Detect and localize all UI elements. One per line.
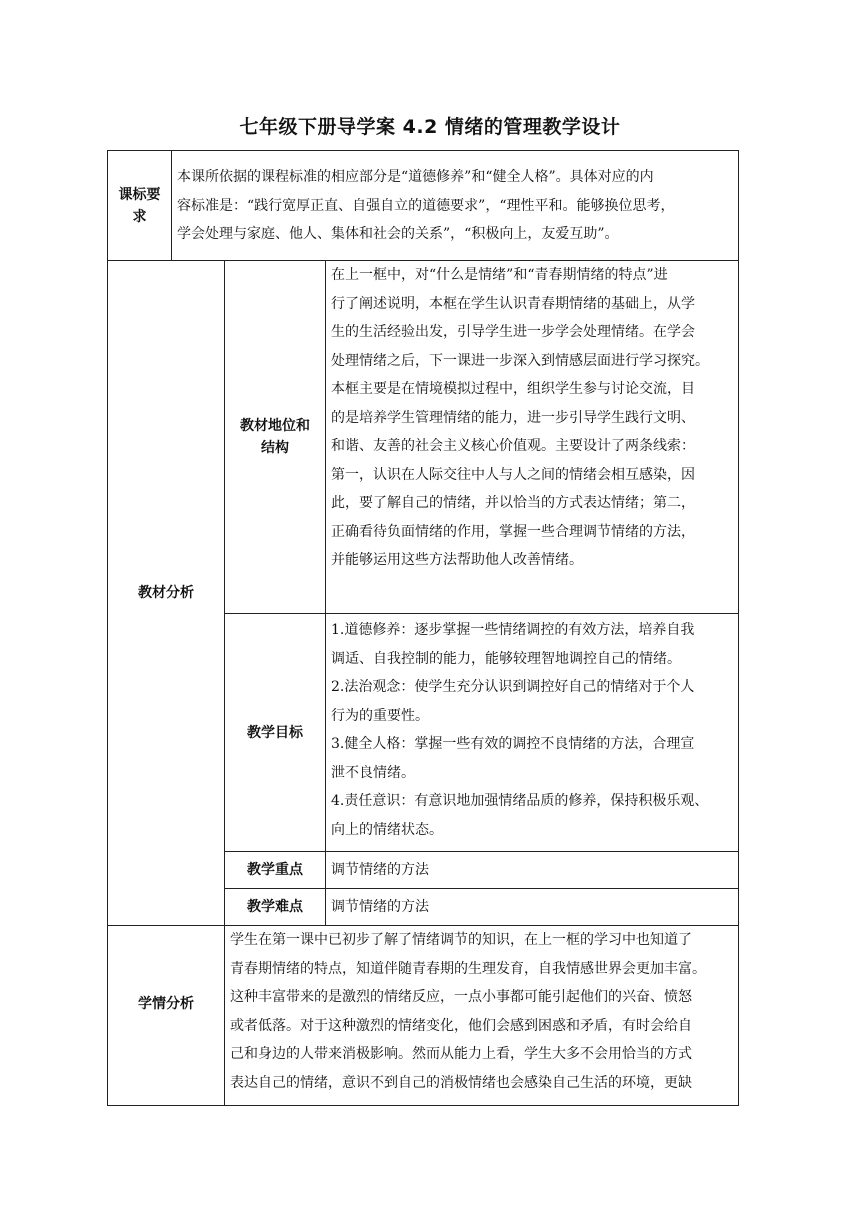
difficulty-value: 调节情绪的方法 — [331, 898, 429, 915]
text-line: 第一，认识在人际交往中人与人之间的情绪会相互感染，因 — [331, 466, 695, 483]
key-point-label-cell — [225, 852, 326, 889]
text-line: 容标准是：“践行宽厚正直、自强自立的道德要求”，“理性平和。能够换位思考， — [177, 197, 675, 214]
text-line: 或者低落。对于这种激烈的情绪变化，他们会感到困惑和矛盾，有时会给自 — [230, 1017, 692, 1034]
text-line: 调适、自我控制的能力，能够较理智地调控自己的情绪。 — [331, 650, 681, 667]
curriculum-label: 课标要求 — [118, 186, 161, 225]
text-line: 青春期情绪的特点，知道伴随青春期的生理发育，自我情感世界会更加丰富。 — [230, 960, 706, 977]
text-line: 的是培养学生管理情绪的能力，进一步引导学生践行文明、 — [331, 409, 695, 426]
text-line: 这种丰富带来的是激烈的情绪反应，一点小事都可能引起他们的兴奋、愤怒 — [230, 989, 692, 1005]
text-line: 学会处理与家庭、他人、集体和社会的关系”，“积极向上，友爱互助”。 — [177, 226, 619, 242]
difficulty-content-cell — [326, 889, 739, 926]
text-line: 4.责任意识：有意识地加强情绪品质的修养，保持积极乐观、 — [331, 793, 709, 809]
text-line: 并能够运用这些方法帮助他人改善情绪。 — [331, 552, 583, 568]
text-line: 向上的情绪状态。 — [331, 821, 443, 838]
teaching-goals-content-cell — [326, 614, 739, 852]
curriculum-content-cell — [172, 151, 739, 261]
material-position-label: 教材地位和结构 — [240, 418, 310, 456]
text-line: 2.法治观念：使学生充分认识到调控好自己的情绪对于个人 — [331, 679, 695, 695]
material-position-row — [108, 261, 739, 614]
text-line: 行了阐述说明，本框在学生认识青春期情绪的基础上，从学 — [331, 295, 695, 312]
page-title: 七年级下册导学案 4.2 情绪的管理教学设计 — [239, 116, 621, 138]
text-line: 在上一框中，对“什么是情绪”和“青春期情绪的特点”进 — [331, 267, 668, 283]
text-line: 处理情绪之后，下一课进一步深入到情感层面进行学习探究。 — [331, 352, 709, 369]
text-line: 此，要了解自己的情绪，并以恰当的方式表达情绪；第二， — [331, 495, 695, 511]
difficulty-label-cell — [225, 889, 326, 926]
teaching-goals-label: 教学目标 — [247, 724, 303, 741]
text-line: 1.道德修养：逐步掌握一些情绪调控的有效方法，培养自我 — [331, 622, 695, 638]
text-line: 正确看待负面情绪的作用，掌握一些合理调节情绪的方法， — [331, 523, 695, 540]
key-point-content-cell — [326, 852, 739, 889]
text-line: 泄不良情绪。 — [331, 764, 415, 781]
key-point-value: 调节情绪的方法 — [331, 861, 429, 878]
difficulty-label: 教学难点 — [247, 899, 303, 915]
teaching-goals-label-cell — [225, 614, 326, 852]
text-line: 本框主要是在情境模拟过程中，组织学生参与讨论交流，目 — [331, 381, 695, 397]
text-line: 学生在第一课中已初步了解了情绪调节的知识，在上一框的学习中也知道了 — [230, 932, 692, 948]
key-point-label: 教学重点 — [247, 862, 303, 878]
material-position-label-cell — [225, 261, 326, 614]
material-analysis-label-cell — [108, 261, 225, 926]
text-line: 表达自己的情绪，意识不到自己的消极情绪也会感染自己生活的环境，更缺 — [230, 1074, 692, 1091]
text-line: 行为的重要性。 — [331, 707, 429, 724]
student-analysis-label-cell — [108, 926, 225, 1106]
text-line: 己和身边的人带来消极影响。然而从能力上看，学生大多不会用恰当的方式 — [230, 1046, 692, 1062]
student-analysis-row — [108, 926, 739, 1106]
student-analysis-content-cell — [225, 926, 739, 1106]
curriculum-row — [108, 151, 739, 261]
student-analysis-label: 学情分析 — [138, 996, 194, 1012]
material-analysis-label: 教材分析 — [138, 585, 194, 601]
material-position-content-cell — [326, 261, 739, 614]
text-line: 3.健全人格：掌握一些有效的调控不良情绪的方法，合理宣 — [331, 736, 695, 752]
curriculum-label-cell — [108, 151, 172, 261]
lesson-plan-table — [107, 150, 739, 1106]
text-line: 生的生活经验出发，引导学生进一步学会处理情绪。在学会 — [331, 324, 695, 340]
text-line: 和谐、友善的社会主义核心价值观。主要设计了两条线索： — [331, 438, 695, 454]
text-line: 本课所依据的课程标准的相应部分是“道德修养”和“健全人格”。具体对应的内 — [177, 169, 654, 185]
